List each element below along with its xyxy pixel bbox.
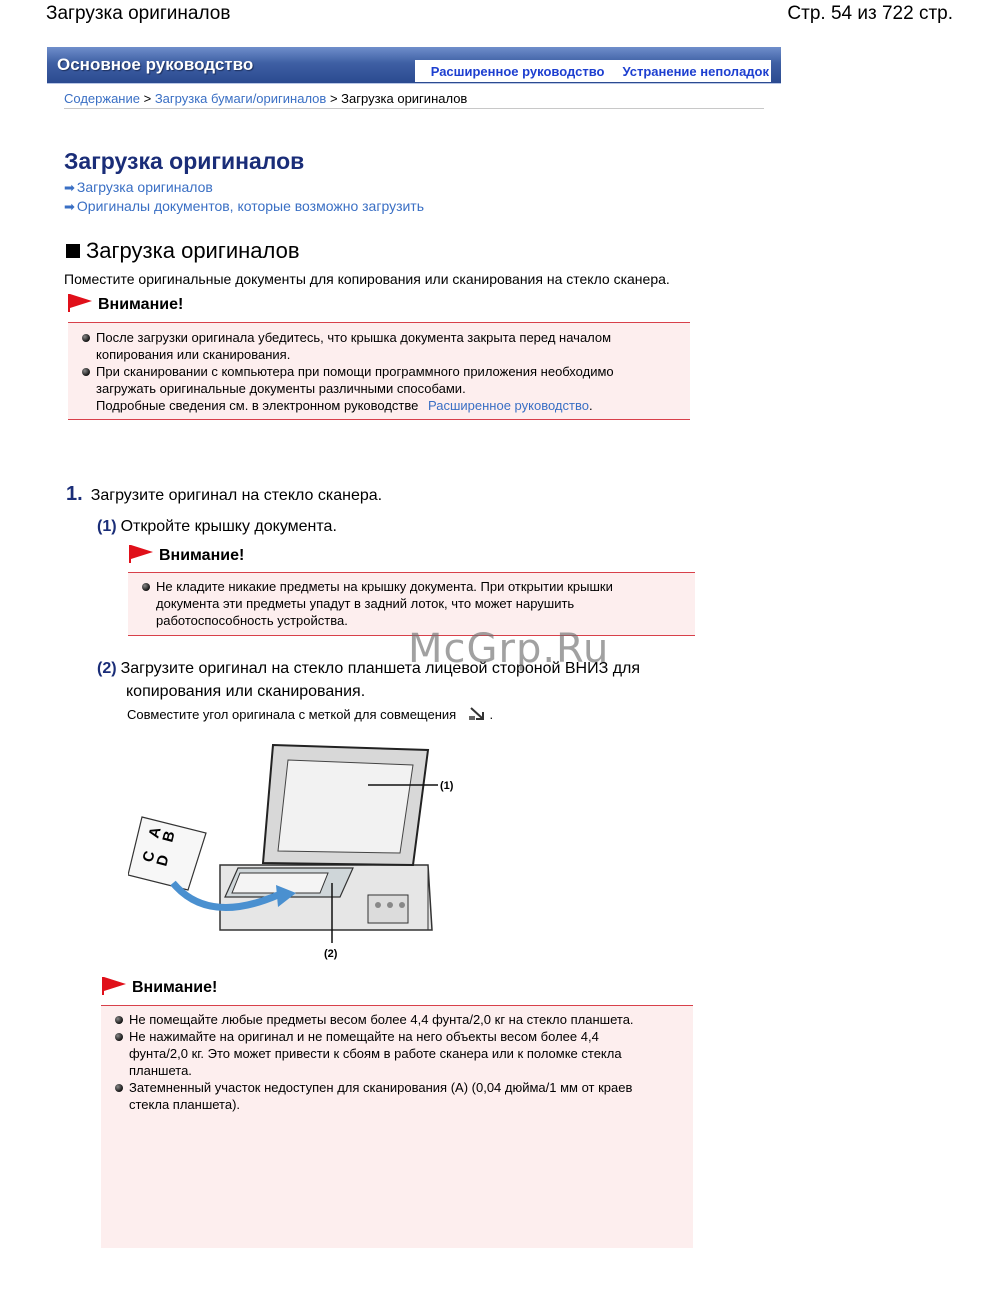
section-heading: Загрузка оригиналов <box>66 238 300 264</box>
divider <box>64 108 764 109</box>
note-bullet: Не помещайте любые предметы весом более 4,4 фунта/2,0 кг на стекло планшета. <box>101 1011 653 1028</box>
arrow-right-icon: ➡ <box>64 199 75 214</box>
page-counter: Стр. 54 из 722 стр. <box>787 3 953 24</box>
callout-label-2: (2) <box>324 948 338 960</box>
bullet-icon <box>142 583 150 591</box>
note-box <box>101 1005 693 1248</box>
bullet-icon <box>82 368 90 376</box>
paper-letter: C <box>139 849 159 865</box>
note-extra: Подробные сведения см. в электронном руководстве Расширенное руководство. <box>96 398 593 413</box>
square-bullet-icon <box>66 244 80 258</box>
basic-guide-label: Основное руководство <box>57 55 254 74</box>
substep-2: (2) Загрузите оригинал на стекло планшета лицевой стороной ВНИЗ для копирования или сканирования. <box>97 660 641 700</box>
note-bullet: После загрузки оригинала убедитесь, что крышка документа закрыта перед началом копирования или сканирования. <box>68 329 630 363</box>
square-icon <box>415 64 429 78</box>
note-bullet: При сканировании с компьютера при помощи программного приложения необходимо загружать оригинальные документы различными способами. <box>68 363 630 397</box>
breadcrumb-loading-paper[interactable]: Загрузка бумаги/оригиналов <box>154 91 327 106</box>
bullet-icon <box>115 1084 123 1092</box>
red-flag-icon <box>68 294 92 312</box>
scanner-illustration <box>128 735 478 965</box>
bullet-icon <box>82 334 90 342</box>
watermark: McGrp.Ru <box>408 626 610 672</box>
paper-letter: A <box>145 825 165 841</box>
step-1: 1. Загрузите оригинал на стекло сканера. <box>66 483 383 505</box>
troubleshooting-link[interactable]: Устранение неполадок <box>606 64 769 79</box>
bullet-icon <box>115 1016 123 1024</box>
note-heading: Внимание! <box>102 977 217 995</box>
arrow-right-icon: ➡ <box>64 180 75 195</box>
note-box <box>68 322 690 420</box>
advanced-guide-inline-link[interactable]: Расширенное руководство <box>428 398 589 413</box>
substep-1: (1) Откройте крышку документа. <box>97 518 337 535</box>
square-icon <box>606 64 620 78</box>
toc-link-loadable-originals[interactable]: ➡ Оригиналы документов, которые возможно загрузить <box>64 198 425 214</box>
guide-navbar <box>47 47 781 84</box>
alignment-instruction: Совместите угол оригинала с меткой для совмещения . <box>127 707 494 722</box>
note-bullet: Затемненный участок недоступен для сканирования (A) (0,04 дюйма/1 мм от краев стекла планшета). <box>101 1079 653 1113</box>
paper-letter: D <box>153 853 173 869</box>
note-heading: Внимание! <box>68 294 183 312</box>
note-bullet: Не кладите никакие предметы на крышку документа. При открытии крышки документа эти предметы упадут в задний лоток, что может нарушить работоспособность устройства. <box>128 578 625 629</box>
red-flag-icon <box>129 545 153 563</box>
alignment-mark-icon <box>468 706 486 722</box>
bullet-icon <box>115 1033 123 1041</box>
guide-links <box>415 60 771 82</box>
document-title: Загрузка оригиналов <box>46 3 231 24</box>
red-flag-icon <box>102 977 126 995</box>
callout-label-1: (1) <box>440 780 454 792</box>
toc-link-loading[interactable]: ➡ Загрузка оригиналов <box>64 179 213 195</box>
note-bullet: Не нажимайте на оригинал и не помещайте на него объекты весом более 4,4 фунта/2,0 кг. Это может привести к сбоям в работе сканера или к поломке стекла планшета. <box>101 1028 653 1079</box>
breadcrumb-contents[interactable]: Содержание <box>64 91 140 106</box>
breadcrumb-current: Загрузка оригиналов <box>341 91 468 106</box>
advanced-guide-link[interactable]: Расширенное руководство <box>415 64 605 79</box>
breadcrumb: Содержание > Загрузка бумаги/оригиналов > Загрузка оригиналов <box>64 91 468 106</box>
note-heading: Внимание! <box>129 545 244 563</box>
paper-letter: B <box>159 829 179 845</box>
page-title: Загрузка оригиналов <box>64 148 305 174</box>
section-intro: Поместите оригинальные документы для копирования или сканирования на стекло сканера. <box>64 271 670 287</box>
